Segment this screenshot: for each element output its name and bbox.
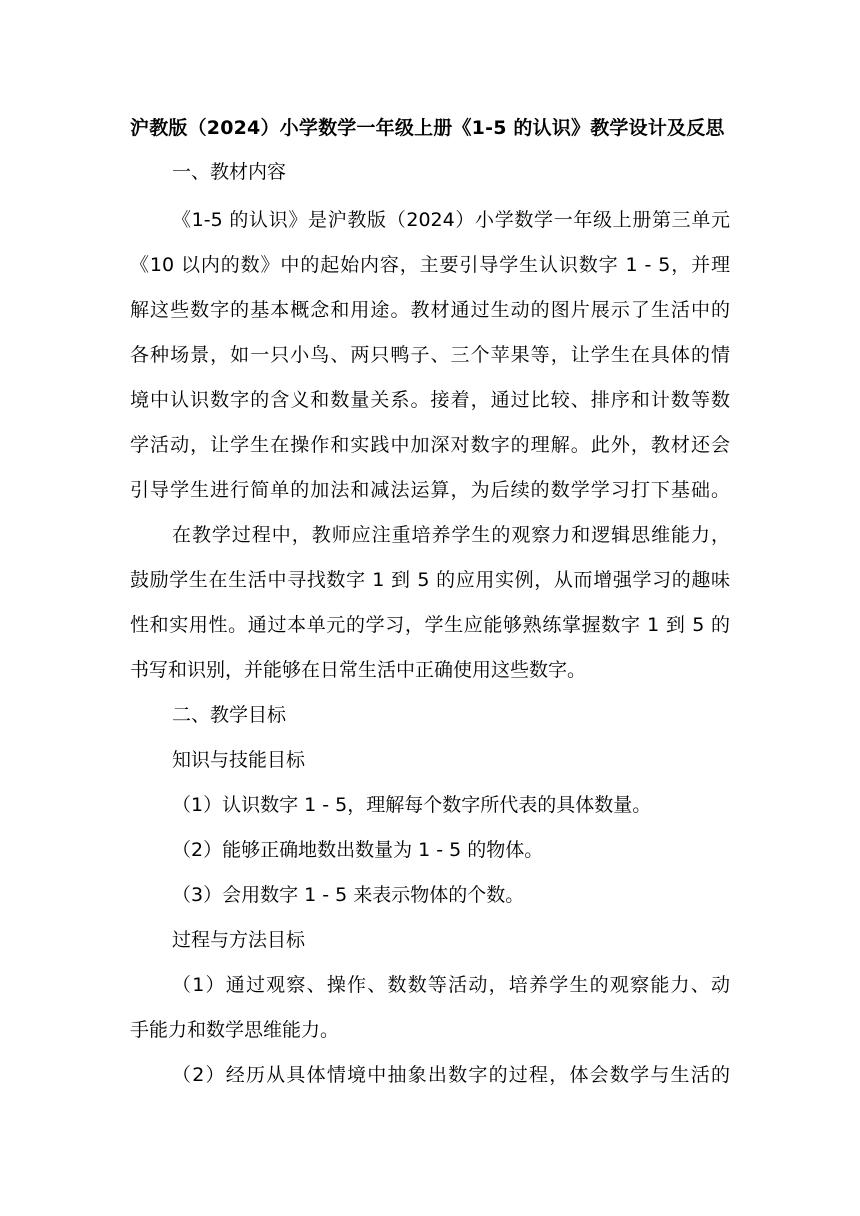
objective-item: （2）能够正确地数出数量为 1 - 5 的物体。 bbox=[172, 839, 544, 861]
objective-item: （2）经历从具体情境中抽象出数字的过程，体会数学与生活的 bbox=[172, 1064, 730, 1086]
paragraph-line: 《10 以内的数》中的起始内容，主要引导学生认识数字 1 - 5，并理 bbox=[130, 254, 730, 276]
objective-item: （3）会用数字 1 - 5 来表示物体的个数。 bbox=[172, 884, 525, 906]
paragraph-line: 书写和识别，并能够在日常生活中正确使用这些数字。 bbox=[130, 659, 587, 681]
subheading-knowledge-skills: 知识与技能目标 bbox=[172, 749, 306, 771]
paragraph-line: 在教学过程中，教师应注重培养学生的观察力和逻辑思维能力， bbox=[172, 524, 730, 546]
objective-item: （1）认识数字 1 - 5，理解每个数字所代表的具体数量。 bbox=[172, 794, 652, 816]
paragraph-line: 《1-5 的认识》是沪教版（2024）小学数学一年级上册第三单元 bbox=[172, 209, 730, 231]
document-title: 沪教版（2024）小学数学一年级上册《1-5 的认识》教学设计及反思 bbox=[130, 117, 725, 139]
paragraph-line: 各种场景，如一只小鸟、两只鸭子、三个苹果等，让学生在具体的情 bbox=[130, 344, 730, 366]
paragraph-line: 鼓励学生在生活中寻找数字 1 到 5 的应用实例，从而增强学习的趣味 bbox=[130, 569, 730, 591]
objective-item: （1）通过观察、操作、数数等活动，培养学生的观察能力、动 bbox=[172, 974, 730, 996]
paragraph-line: 引导学生进行简单的加法和减法运算，为后续的数学学习打下基础。 bbox=[130, 479, 730, 501]
section-heading-objectives: 二、教学目标 bbox=[172, 704, 287, 726]
paragraph-line: 解这些数字的基本概念和用途。教材通过生动的图片展示了生活中的 bbox=[130, 299, 730, 321]
paragraph-line: 境中认识数字的含义和数量关系。接着，通过比较、排序和计数等数 bbox=[130, 389, 730, 411]
paragraph-line: 学活动，让学生在操作和实践中加深对数字的理解。此外，教材还会 bbox=[130, 434, 730, 456]
subheading-process-methods: 过程与方法目标 bbox=[172, 929, 306, 951]
section-heading-materials: 一、教材内容 bbox=[172, 161, 287, 183]
paragraph-line: 性和实用性。通过本单元的学习，学生应能够熟练掌握数字 1 到 5 的 bbox=[130, 614, 730, 636]
objective-item: 手能力和数学思维能力。 bbox=[130, 1019, 340, 1041]
